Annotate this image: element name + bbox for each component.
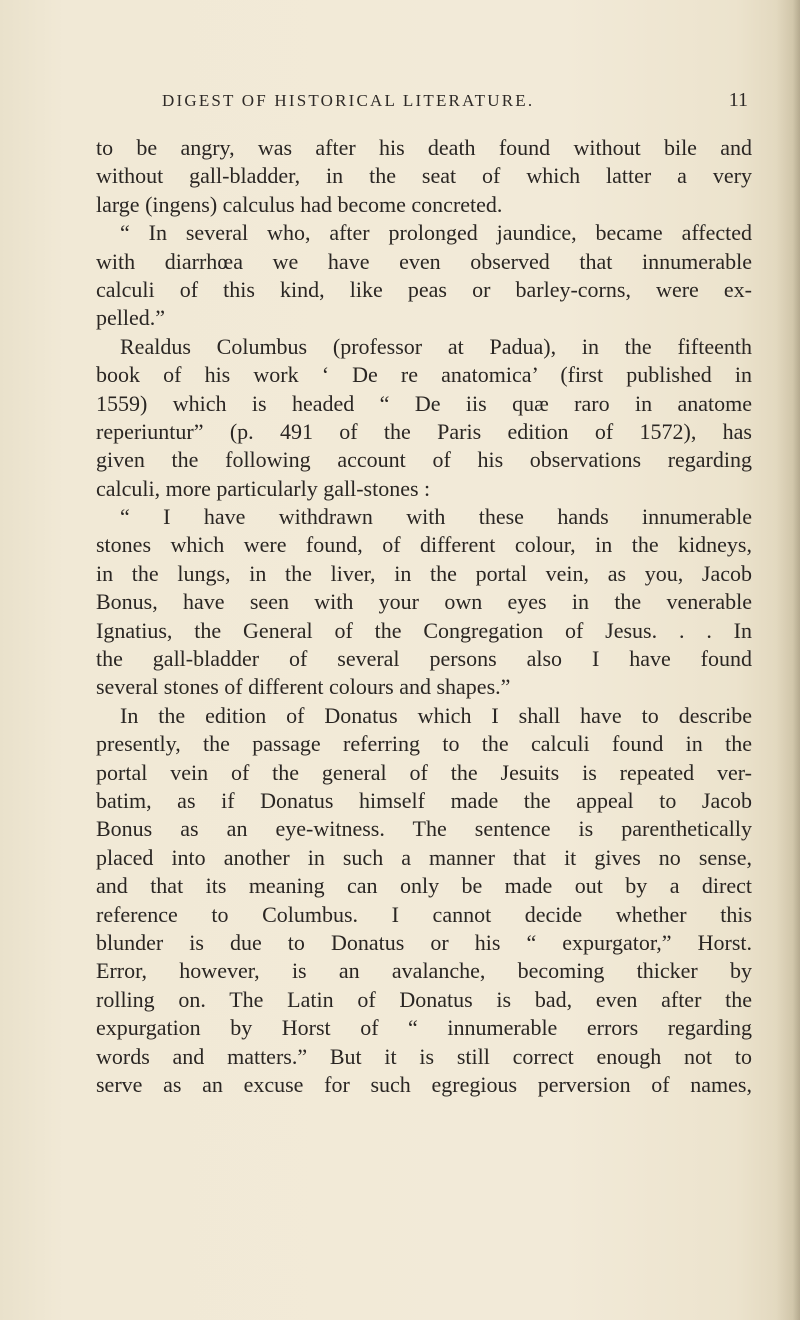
text-line: given the following account of his observations regarding xyxy=(96,447,752,473)
text-line: to be angry, was after his death found without bile and xyxy=(96,135,752,160)
text-line: words and matters.” But it is still correct enough not to xyxy=(96,1043,752,1069)
text-line: portal vein of the general of the Jesuits is repeated ver- xyxy=(96,759,752,785)
body-text xyxy=(96,134,752,1099)
text-line: “ I have withdrawn with these hands innumerable xyxy=(120,504,752,530)
text-line: Bonus as an eye-witness. The sentence is parenthetically xyxy=(96,816,752,842)
text-line: 1559) which is headed “ De iis quæ raro in anatome xyxy=(96,390,752,416)
text-line: stones which were found, of different colour, in the kidneys, xyxy=(96,532,752,558)
page-number: 11 xyxy=(728,89,748,111)
text-line: reference to Columbus. I cannot decide whether this xyxy=(96,901,752,927)
text-line: serve as an excuse for such egregious perversion of names, xyxy=(96,1071,752,1097)
text-line: batim, as if Donatus himself made the appeal to Jacob xyxy=(96,787,752,813)
text-line: with diarrhœa we have even observed that innumerable xyxy=(96,248,752,274)
text-line: In the edition of Donatus which I shall have to describe xyxy=(120,702,752,728)
text-line: blunder is due to Donatus or his “ expurgator,” Horst. xyxy=(96,929,752,955)
text-line: without gall-bladder, in the seat of which latter a very xyxy=(96,163,752,189)
text-line: book of his work ‘ De re anatomica’ (first published in xyxy=(96,362,752,388)
text-line: pelled.” xyxy=(96,305,166,331)
text-line: large (ingens) calculus had become concreted. xyxy=(96,191,503,217)
text-line: the gall-bladder of several persons also I have found xyxy=(96,646,752,672)
running-title: DIGEST OF HISTORICAL LITERATURE. xyxy=(162,91,535,110)
page-edge-shadow xyxy=(776,0,800,1320)
text-line: Realdus Columbus (professor at Padua), in the fifteenth xyxy=(120,333,752,359)
text-line: “ In several who, after prolonged jaundice, became affected xyxy=(120,220,752,246)
text-line: in the lungs, in the liver, in the portal vein, as you, Jacob xyxy=(96,560,752,586)
text-line: rolling on. The Latin of Donatus is bad, even after the xyxy=(96,986,752,1012)
running-header xyxy=(162,91,748,121)
text-line: calculi of this kind, like peas or barley-corns, were ex- xyxy=(96,276,752,302)
text-line: calculi, more particularly gall-stones : xyxy=(96,475,431,501)
text-line: Bonus, have seen with your own eyes in the venerable xyxy=(96,589,752,615)
text-line: expurgation by Horst of “ innumerable errors regarding xyxy=(96,1015,752,1041)
text-line: several stones of different colours and shapes.” xyxy=(96,674,511,700)
text-line: placed into another in such a manner that it gives no sense, xyxy=(96,844,752,870)
text-line: reperiuntur” (p. 491 of the Paris edition of 1572), has xyxy=(96,418,752,444)
text-line: Ignatius, the General of the Congregation of Jesus. . . In xyxy=(96,617,752,643)
text-line: and that its meaning can only be made out by a direct xyxy=(96,873,752,899)
text-line: Error, however, is an avalanche, becoming thicker by xyxy=(96,958,752,984)
text-line: presently, the passage referring to the calculi found in the xyxy=(96,731,752,757)
